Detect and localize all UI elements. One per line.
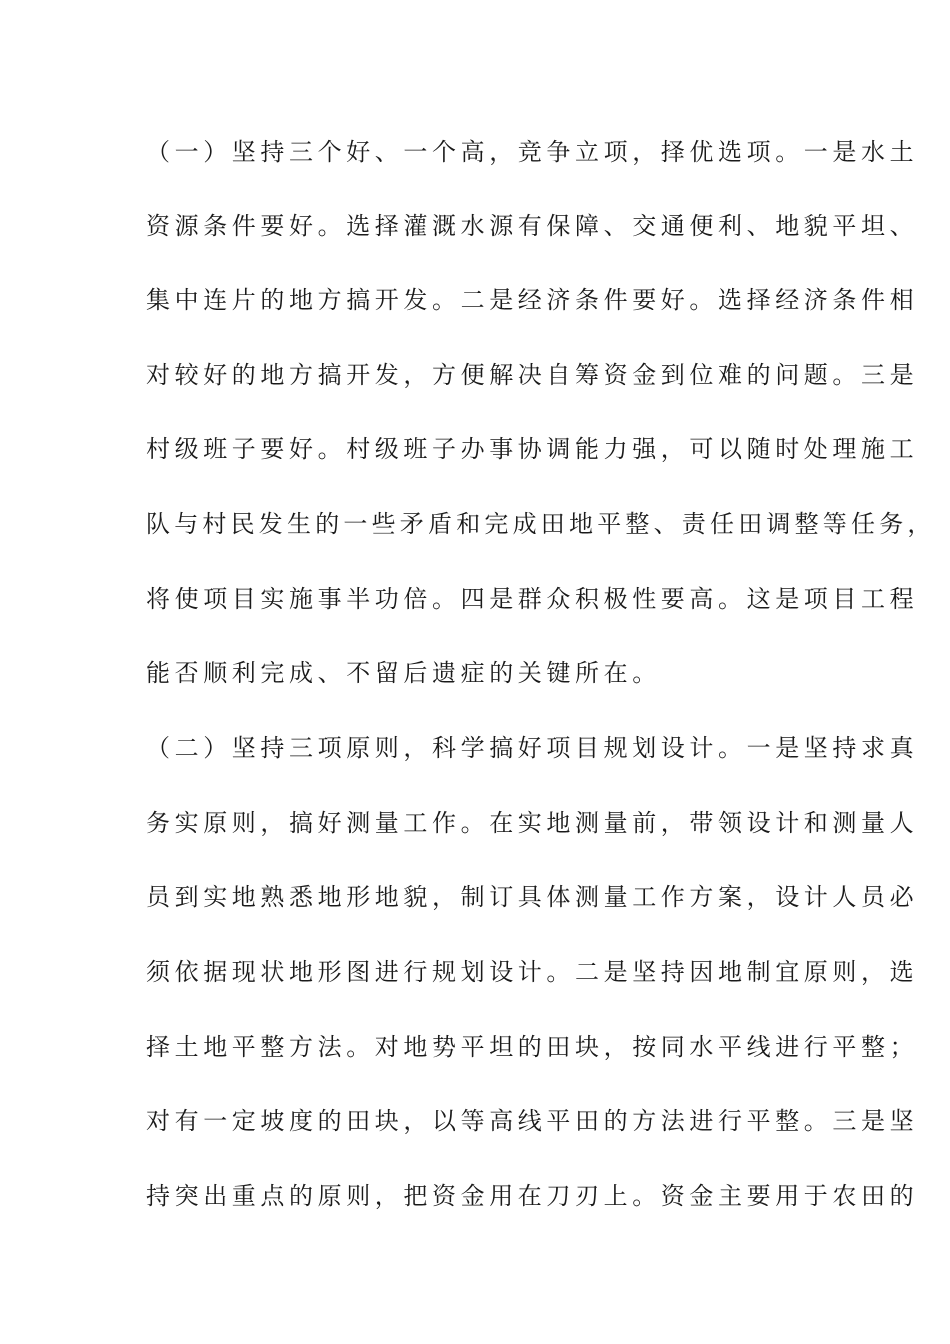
text-line: （一）坚持三个好、一个高，竞争立项，择优选项。一是水土 [146,138,919,166]
text-line: 资源条件要好。选择灌溉水源有保障、交通便利、地貌平坦、 [146,212,919,240]
text-line: 持突出重点的原则，把资金用在刀刃上。资金主要用于农田的 [146,1182,919,1210]
text-line: 择土地平整方法。对地势平坦的田块，按同水平线进行平整； [146,1033,919,1061]
text-line: 集中连片的地方搞开发。二是经济条件要好。选择经济条件相 [146,286,919,314]
text-line: 对较好的地方搞开发，方便解决自筹资金到位难的问题。三是 [146,361,919,389]
text-line: 务实原则，搞好测量工作。在实地测量前，带领设计和测量人 [146,809,919,837]
text-line: 将使项目实施事半功倍。四是群众积极性要高。这是项目工程 [146,585,919,613]
text-line: 队与村民发生的一些矛盾和完成田地平整、责任田调整等任务， [146,510,936,538]
text-line: 村级班子要好。村级班子办事协调能力强，可以随时处理施工 [146,435,919,463]
text-line: 员到实地熟悉地形地貌，制订具体测量工作方案，设计人员必 [146,883,919,911]
text-line: 须依据现状地形图进行规划设计。二是坚持因地制宜原则，选 [146,958,919,986]
text-line: （二）坚持三项原则，科学搞好项目规划设计。一是坚持求真 [146,734,919,762]
text-line: 能否顺利完成、不留后遗症的关键所在。 [146,659,661,687]
text-line: 对有一定坡度的田块，以等高线平田的方法进行平整。三是坚 [146,1107,919,1135]
